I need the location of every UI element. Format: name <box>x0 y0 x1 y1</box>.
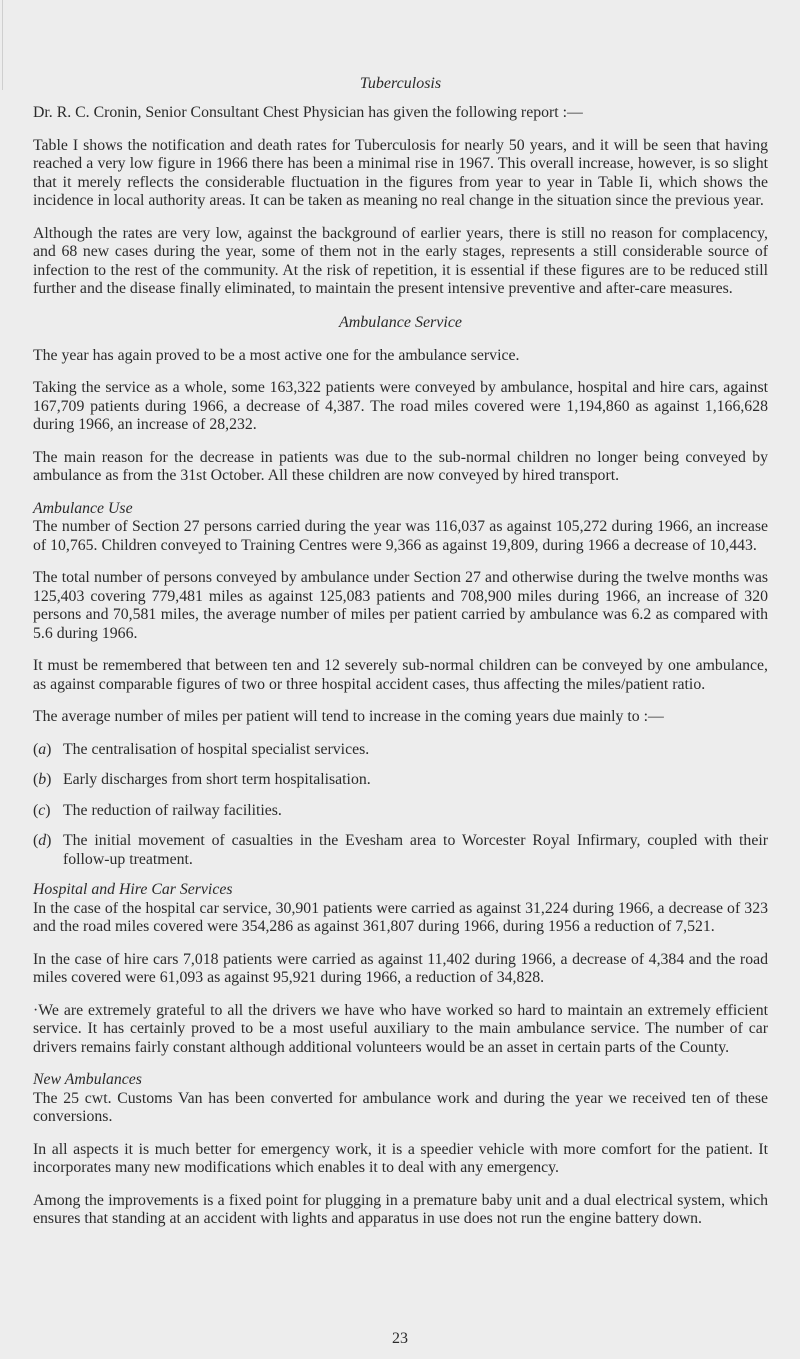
tb-intro: Dr. R. C. Cronin, Senior Consultant Chest Physician has given the following report :— <box>33 104 583 121</box>
ambulance-paragraph-1: The year has again proved to be a most active one for the ambulance service. <box>33 346 520 364</box>
hire-car-paragraph-2: In the case of hire cars 7,018 patients were carried as against 11,402 during 1966, a decrease of 4,384 and the road miles covered were 61,093 as against 95,921 during 1966, a reduction of 34,828. <box>33 950 768 986</box>
page-number: 23 <box>392 1330 408 1347</box>
ambulance-paragraph-3: The main reason for the decrease in patients was due to the sub-normal children no longer being conveyed by ambulance as from the 31st October. All these children are now conveyed by hired transport. <box>33 448 768 484</box>
page-title: Tuberculosis <box>359 75 442 92</box>
hire-car-heading: Hospital and Hire Car Services <box>33 881 233 898</box>
ambulance-use-paragraph-2: The total number of persons conveyed by ambulance under Section 27 and otherwise during the twelve months was 125,403 covering 779,481 miles as against 125,083 patients and 708,900 miles during 1966, an increase of 320 persons and 70,581 miles, the average number of miles per patient carried by ambulance was 6.2 as compared with 5.6 during 1966. <box>33 569 768 642</box>
ambulance-paragraph-2: Taking the service as a whole, some 163,322 patients were conveyed by ambulance, hospital and hire cars, against 167,709 patients during 1966, a decrease of 4,387. The road miles covered were 1,194,860 as against 1,166,628 during 1966, an increase of 28,232. <box>33 379 768 433</box>
new-ambulances-paragraph-3: Among the improvements is a fixed point for plugging in a premature baby unit and a dual electrical system, which ensures that standing at an accident with lights and apparatus in use does not run the engine battery down. <box>33 1191 768 1227</box>
list-item-text: Early discharges from short term hospitalisation. <box>63 771 371 788</box>
list-item <box>33 832 768 869</box>
list-item-label: (d) <box>33 832 52 849</box>
list-item-text: The reduction of railway facilities. <box>63 801 282 819</box>
ambulance-use-paragraph-1: The number of Section 27 persons carried during the year was 116,037 as against 105,272 during 1966, an increase of 10,765. Children conveyed to Training Centres were 9,366 as against 19,809, during 1966 a decrease of 10,443. <box>33 518 768 554</box>
reasons-list <box>33 741 768 870</box>
new-ambulances-paragraph-2: In all aspects it is much better for emergency work, it is a speedier vehicle with more comfort for the patient. It incorporates many new modifications which enables it to deal with any emergency. <box>33 1140 768 1176</box>
list-item <box>33 802 768 821</box>
page-content <box>33 74 768 1243</box>
hire-car-paragraph-3: ·We are extremely grateful to all the drivers we have who have worked so hard to maintain an extremely efficient service. It has certainly proved to be a most useful auxiliary to the main ambulance service. The number of car drivers remains fairly constant although additional volunteers would be an asset in certain parts of the County. <box>33 1001 768 1056</box>
list-item-label: (a) <box>33 740 52 758</box>
new-ambulances-paragraph-1: The 25 cwt. Customs Van has been converted for ambulance work and during the year we received ten of these conversions. <box>33 1089 768 1125</box>
list-item <box>33 771 768 790</box>
page-edge-line <box>2 0 3 90</box>
ambulance-use-paragraph-4: The average number of miles per patient will tend to increase in the coming years due mainly to :— <box>33 708 664 725</box>
new-ambulances-heading: New Ambulances <box>33 1071 142 1088</box>
tb-paragraph-2: Although the rates are very low, against the background of earlier years, there is still no reason for complacency, and 68 new cases during the year, some of them not in the early stages, represents a still considerable source of infection to the rest of the community. At the risk of repetition, it is essential if these figures are to be reduced still further and the disease finally eliminated, to maintain the present intensive preventive and after-care measures. <box>33 224 768 297</box>
list-item-label: (c) <box>33 801 51 819</box>
hire-car-paragraph-1: In the case of the hospital car service, 30,901 patients were carried as against 31,224 during 1966, a decrease of 323 and the road miles covered were 354,286 as against 361,807 during 1966, during 1956 a reduction of 7,521. <box>33 899 768 935</box>
ambulance-section-title: Ambulance Service <box>338 313 463 331</box>
ambulance-use-heading: Ambulance Use <box>33 499 133 517</box>
list-item-text: The centralisation of hospital specialist services. <box>63 740 370 758</box>
tb-paragraph-1: Table I shows the notification and death rates for Tuberculosis for nearly 50 years, and it will be seen that having reached a very low figure in 1966 there has been a minimal rise in 1967. This overall increase, however, is so slight that it merely reflects the considerable fluctuation in the figures from year to year in Table Ii, which shows the incidence in local authority areas. It can be taken as meaning no real change in the situation since the previous year. <box>33 136 768 209</box>
list-item-label: (b) <box>33 771 52 788</box>
list-item-text: The initial movement of casualties in the Evesham area to Worcester Royal Infirmary, coupled with their follow-up treatment. <box>63 832 768 868</box>
ambulance-use-paragraph-3: It must be remembered that between ten and 12 severely sub-normal children can be conveyed by one ambulance, as against comparable figures of two or three hospital accident cases, thus affecting the miles/patient ratio. <box>33 657 768 693</box>
list-item <box>33 741 768 760</box>
